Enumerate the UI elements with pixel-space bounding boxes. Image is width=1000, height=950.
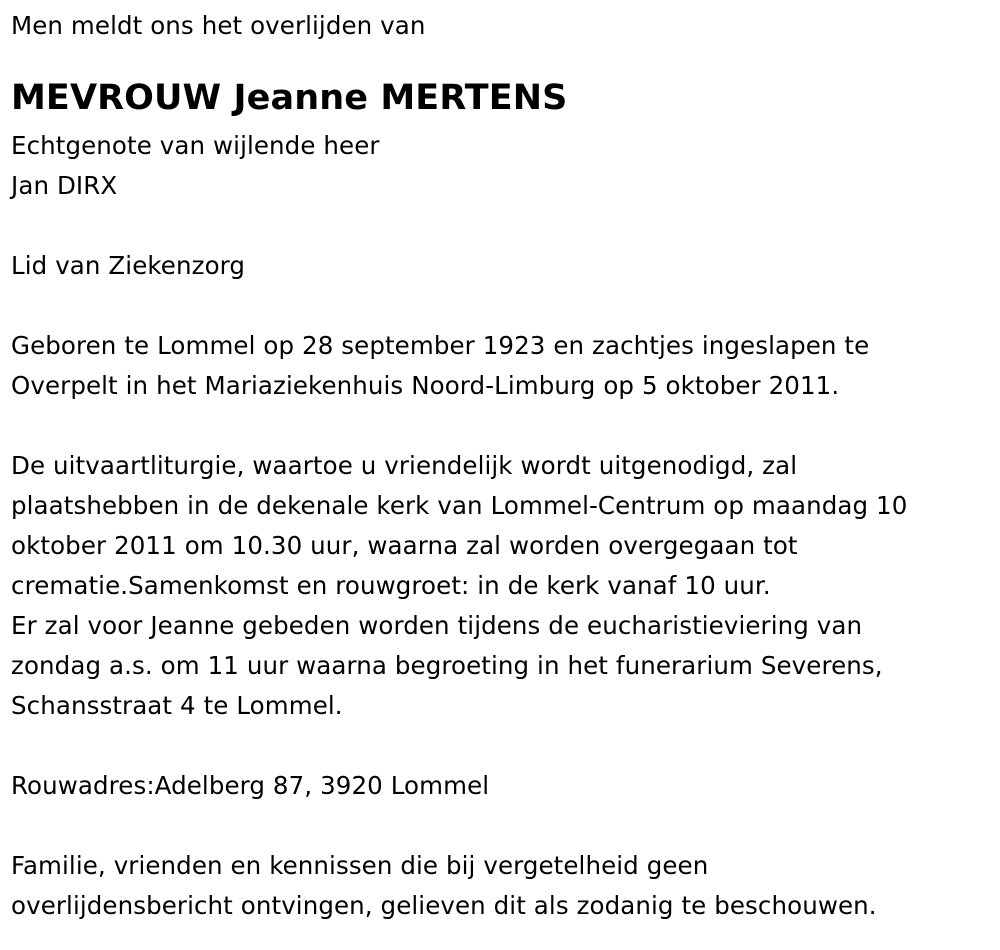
closing-line: overlijdensbericht ontvingen, gelieven dit als zodanig te beschouwen. xyxy=(11,891,877,920)
ceremony-line: Schansstraat 4 te Lommel. xyxy=(11,691,343,720)
ceremony-line: Er zal voor Jeanne gebeden worden tijdens de eucharistieviering van xyxy=(11,611,863,640)
spacer xyxy=(11,206,1000,246)
ceremony-line: crematie.Samenkomst en rouwgroet: in de kerk vanaf 10 uur. xyxy=(11,571,771,600)
closing-line: Familie, vrienden en kennissen die bij vergetelheid geen xyxy=(11,851,709,880)
ceremony-line: zondag a.s. om 11 uur waarna begroeting in het funerarium Severens, xyxy=(11,651,883,680)
membership: Lid van Ziekenzorg xyxy=(11,251,246,280)
deceased-name: MEVROUW Jeanne MERTENS xyxy=(11,78,568,118)
spacer xyxy=(11,806,1000,846)
ceremony-line: De uitvaartliturgie, waartoe u vriendelijk wordt uitgenodigd, zal xyxy=(11,451,798,480)
spouse-relation: Echtgenote van wijlende heer xyxy=(11,131,380,160)
ceremony-line: oktober 2011 om 10.30 uur, waarna zal worden overgegaan tot xyxy=(11,531,798,560)
birth-death-line: Geboren te Lommel op 28 september 1923 en zachtjes ingeslapen te xyxy=(11,331,870,360)
spacer xyxy=(11,46,1000,70)
mourning-address: Rouwadres:Adelberg 87, 3920 Lommel xyxy=(11,771,490,800)
spacer xyxy=(11,726,1000,766)
ceremony-line: plaatshebben in de dekenale kerk van Lommel-Centrum op maandag 10 xyxy=(11,491,908,520)
spouse-name: Jan DIRX xyxy=(11,171,118,200)
spacer xyxy=(11,406,1000,446)
birth-death-line: Overpelt in het Mariaziekenhuis Noord-Limburg op 5 oktober 2011. xyxy=(11,371,840,400)
intro-text: Men meldt ons het overlijden van xyxy=(11,11,426,40)
spacer xyxy=(11,286,1000,326)
